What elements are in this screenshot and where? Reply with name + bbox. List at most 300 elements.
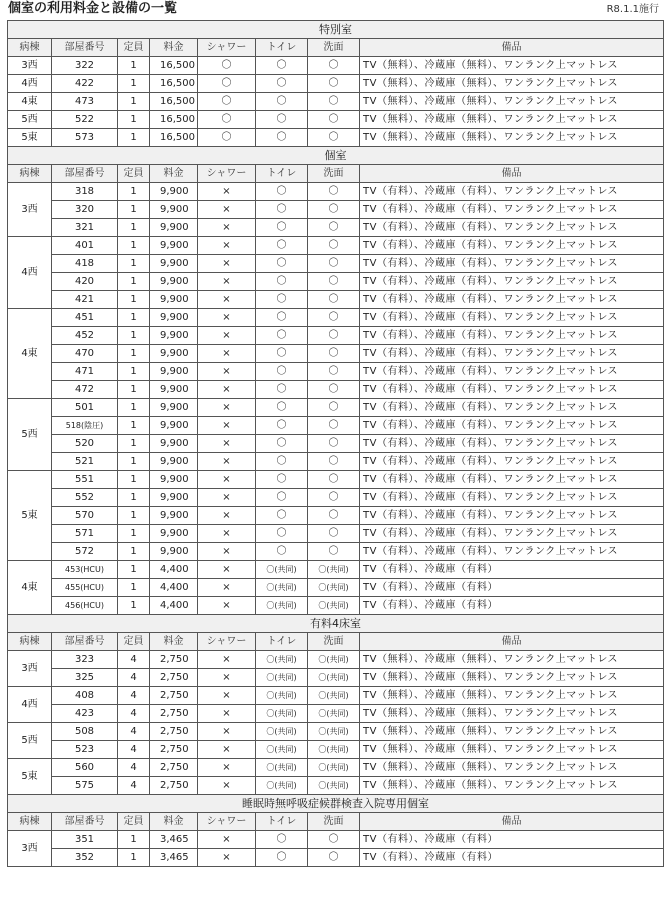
room-cell: 575	[52, 777, 118, 795]
room-cell: 325	[52, 669, 118, 687]
capacity-cell: 1	[118, 381, 150, 399]
shower-cell: ×	[198, 489, 256, 507]
column-header-ward: 病棟	[8, 633, 52, 651]
sink-cell: 〇	[308, 399, 360, 417]
column-header-equipment: 備品	[360, 39, 664, 57]
ward-cell: 5東	[8, 471, 52, 561]
room-cell: 473	[52, 93, 118, 111]
column-header-fee: 料金	[150, 813, 198, 831]
sink-cell: 〇	[308, 345, 360, 363]
sink-cell: 〇	[308, 201, 360, 219]
fee-cell: 2,750	[150, 741, 198, 759]
shower-cell: ×	[198, 777, 256, 795]
ward-cell: 4東	[8, 309, 52, 399]
shower-cell: ×	[198, 345, 256, 363]
table-row	[8, 507, 664, 525]
equipment-cell: TV（有料）、冷蔵庫（有料）、ワンランク上マットレス	[360, 309, 664, 327]
equipment-cell: TV（有料）、冷蔵庫（有料）	[360, 561, 664, 579]
table-row	[8, 111, 664, 129]
fee-cell: 9,900	[150, 327, 198, 345]
fee-cell: 2,750	[150, 651, 198, 669]
equipment-cell: TV（有料）、冷蔵庫（有料）、ワンランク上マットレス	[360, 543, 664, 561]
equipment-cell: TV（無料）、冷蔵庫（無料）、ワンランク上マットレス	[360, 777, 664, 795]
sink-cell: 〇(共同)	[308, 741, 360, 759]
equipment-cell: TV（有料）、冷蔵庫（有料）、ワンランク上マットレス	[360, 219, 664, 237]
shower-cell: ×	[198, 381, 256, 399]
sink-cell: 〇(共同)	[308, 651, 360, 669]
column-header-shower: シャワー	[198, 813, 256, 831]
ward-cell: 5西	[8, 111, 52, 129]
toilet-cell: 〇(共同)	[256, 669, 308, 687]
equipment-cell: TV（有料）、冷蔵庫（有料）、ワンランク上マットレス	[360, 183, 664, 201]
shower-cell: ×	[198, 831, 256, 849]
fee-cell: 2,750	[150, 777, 198, 795]
capacity-cell: 1	[118, 597, 150, 615]
table-row	[8, 579, 664, 597]
table-row	[8, 471, 664, 489]
toilet-cell: 〇(共同)	[256, 741, 308, 759]
sink-cell: 〇(共同)	[308, 705, 360, 723]
room-cell: 573	[52, 129, 118, 147]
capacity-cell: 1	[118, 831, 150, 849]
toilet-cell: 〇(共同)	[256, 561, 308, 579]
room-cell: 472	[52, 381, 118, 399]
capacity-cell: 1	[118, 93, 150, 111]
equipment-cell: TV（有料）、冷蔵庫（有料）、ワンランク上マットレス	[360, 201, 664, 219]
fee-cell: 4,400	[150, 561, 198, 579]
fee-cell: 2,750	[150, 723, 198, 741]
shower-cell: ×	[198, 435, 256, 453]
capacity-cell: 1	[118, 111, 150, 129]
sink-cell: 〇	[308, 525, 360, 543]
shower-cell: ×	[198, 327, 256, 345]
toilet-cell: 〇	[256, 93, 308, 111]
table-row	[8, 669, 664, 687]
column-header-equipment: 備品	[360, 813, 664, 831]
shower-cell: ×	[198, 561, 256, 579]
room-cell: 321	[52, 219, 118, 237]
toilet-cell: 〇	[256, 507, 308, 525]
toilet-cell: 〇	[256, 201, 308, 219]
room-cell: 523	[52, 741, 118, 759]
fee-cell: 9,900	[150, 363, 198, 381]
shower-cell: 〇	[198, 75, 256, 93]
toilet-cell: 〇(共同)	[256, 723, 308, 741]
room-cell: 451	[52, 309, 118, 327]
toilet-cell: 〇	[256, 381, 308, 399]
capacity-cell: 1	[118, 309, 150, 327]
fee-cell: 9,900	[150, 489, 198, 507]
room-cell: 422	[52, 75, 118, 93]
column-header-equipment: 備品	[360, 633, 664, 651]
column-header-row	[8, 165, 664, 183]
section-title: 有料4床室	[8, 615, 664, 633]
toilet-cell: 〇	[256, 75, 308, 93]
section-title-row	[8, 21, 664, 39]
equipment-cell: TV（有料）、冷蔵庫（有料）	[360, 831, 664, 849]
shower-cell: 〇	[198, 57, 256, 75]
capacity-cell: 4	[118, 723, 150, 741]
capacity-cell: 1	[118, 489, 150, 507]
toilet-cell: 〇	[256, 219, 308, 237]
column-header-toilet: トイレ	[256, 39, 308, 57]
equipment-cell: TV（無料）、冷蔵庫（無料）、ワンランク上マットレス	[360, 687, 664, 705]
ward-cell: 4西	[8, 687, 52, 723]
table-row	[8, 291, 664, 309]
shower-cell: ×	[198, 597, 256, 615]
fee-cell: 9,900	[150, 237, 198, 255]
table-row	[8, 309, 664, 327]
fee-cell: 16,500	[150, 129, 198, 147]
capacity-cell: 1	[118, 399, 150, 417]
shower-cell: ×	[198, 525, 256, 543]
room-cell: 471	[52, 363, 118, 381]
equipment-cell: TV（有料）、冷蔵庫（有料）、ワンランク上マットレス	[360, 489, 664, 507]
column-header-capacity: 定員	[118, 813, 150, 831]
capacity-cell: 4	[118, 669, 150, 687]
fee-cell: 9,900	[150, 201, 198, 219]
table-row	[8, 561, 664, 579]
toilet-cell: 〇	[256, 273, 308, 291]
equipment-cell: TV（無料）、冷蔵庫（無料）、ワンランク上マットレス	[360, 651, 664, 669]
column-header-capacity: 定員	[118, 633, 150, 651]
equipment-cell: TV（有料）、冷蔵庫（有料）、ワンランク上マットレス	[360, 453, 664, 471]
shower-cell: ×	[198, 237, 256, 255]
table-row	[8, 219, 664, 237]
room-cell: 452	[52, 327, 118, 345]
shower-cell: ×	[198, 453, 256, 471]
fee-cell: 9,900	[150, 435, 198, 453]
column-header-row	[8, 633, 664, 651]
toilet-cell: 〇	[256, 525, 308, 543]
equipment-cell: TV（有料）、冷蔵庫（有料）、ワンランク上マットレス	[360, 327, 664, 345]
fee-cell: 9,900	[150, 381, 198, 399]
column-header-room: 部屋番号	[52, 813, 118, 831]
sink-cell: 〇	[308, 75, 360, 93]
shower-cell: ×	[198, 309, 256, 327]
sink-cell: 〇	[308, 219, 360, 237]
toilet-cell: 〇(共同)	[256, 705, 308, 723]
shower-cell: ×	[198, 183, 256, 201]
section-title: 特別室	[8, 21, 664, 39]
table-row	[8, 435, 664, 453]
column-header-room: 部屋番号	[52, 633, 118, 651]
column-header-shower: シャワー	[198, 39, 256, 57]
shower-cell: ×	[198, 507, 256, 525]
column-header-sink: 洗面	[308, 39, 360, 57]
capacity-cell: 1	[118, 201, 150, 219]
sink-cell: 〇	[308, 489, 360, 507]
room-cell: 420	[52, 273, 118, 291]
sink-cell: 〇(共同)	[308, 759, 360, 777]
capacity-cell: 1	[118, 219, 150, 237]
equipment-cell: TV（無料）、冷蔵庫（無料）、ワンランク上マットレス	[360, 57, 664, 75]
fee-cell: 9,900	[150, 525, 198, 543]
shower-cell: ×	[198, 687, 256, 705]
sink-cell: 〇	[308, 507, 360, 525]
sink-cell: 〇	[308, 381, 360, 399]
column-header-sink: 洗面	[308, 813, 360, 831]
fee-cell: 4,400	[150, 597, 198, 615]
toilet-cell: 〇	[256, 831, 308, 849]
room-cell: 421	[52, 291, 118, 309]
capacity-cell: 4	[118, 759, 150, 777]
toilet-cell: 〇	[256, 363, 308, 381]
capacity-cell: 1	[118, 849, 150, 867]
sink-cell: 〇	[308, 417, 360, 435]
ward-cell: 5西	[8, 723, 52, 759]
sink-cell: 〇	[308, 543, 360, 561]
equipment-cell: TV（有料）、冷蔵庫（有料）、ワンランク上マットレス	[360, 255, 664, 273]
shower-cell: ×	[198, 723, 256, 741]
toilet-cell: 〇(共同)	[256, 777, 308, 795]
equipment-cell: TV（無料）、冷蔵庫（無料）、ワンランク上マットレス	[360, 705, 664, 723]
capacity-cell: 4	[118, 777, 150, 795]
room-cell: 501	[52, 399, 118, 417]
equipment-cell: TV（有料）、冷蔵庫（有料）、ワンランク上マットレス	[360, 345, 664, 363]
toilet-cell: 〇(共同)	[256, 687, 308, 705]
sink-cell: 〇	[308, 435, 360, 453]
room-cell: 508	[52, 723, 118, 741]
equipment-cell: TV（無料）、冷蔵庫（無料）、ワンランク上マットレス	[360, 93, 664, 111]
room-cell: 571	[52, 525, 118, 543]
ward-cell: 4東	[8, 561, 52, 615]
capacity-cell: 1	[118, 345, 150, 363]
equipment-cell: TV（有料）、冷蔵庫（有料）、ワンランク上マットレス	[360, 237, 664, 255]
ward-cell: 4東	[8, 93, 52, 111]
shower-cell: ×	[198, 417, 256, 435]
fee-cell: 9,900	[150, 345, 198, 363]
shower-cell: ×	[198, 651, 256, 669]
capacity-cell: 4	[118, 687, 150, 705]
equipment-cell: TV（無料）、冷蔵庫（無料）、ワンランク上マットレス	[360, 723, 664, 741]
column-header-fee: 料金	[150, 633, 198, 651]
ward-cell: 4西	[8, 75, 52, 93]
capacity-cell: 1	[118, 363, 150, 381]
column-header-fee: 料金	[150, 39, 198, 57]
room-cell: 320	[52, 201, 118, 219]
toilet-cell: 〇	[256, 849, 308, 867]
fee-cell: 3,465	[150, 849, 198, 867]
table-row	[8, 129, 664, 147]
ward-cell: 3西	[8, 183, 52, 237]
room-cell: 418	[52, 255, 118, 273]
fee-cell: 9,900	[150, 309, 198, 327]
table-row	[8, 255, 664, 273]
fee-cell: 2,750	[150, 705, 198, 723]
column-header-room: 部屋番号	[52, 39, 118, 57]
toilet-cell: 〇	[256, 237, 308, 255]
fee-cell: 9,900	[150, 183, 198, 201]
equipment-cell: TV（有料）、冷蔵庫（有料）、ワンランク上マットレス	[360, 507, 664, 525]
capacity-cell: 4	[118, 741, 150, 759]
table-row	[8, 849, 664, 867]
shower-cell: ×	[198, 201, 256, 219]
table-row	[8, 525, 664, 543]
table-row	[8, 777, 664, 795]
equipment-cell: TV（有料）、冷蔵庫（有料）、ワンランク上マットレス	[360, 381, 664, 399]
sink-cell: 〇	[308, 237, 360, 255]
sink-cell: 〇	[308, 57, 360, 75]
room-cell: 323	[52, 651, 118, 669]
fee-cell: 2,750	[150, 687, 198, 705]
capacity-cell: 1	[118, 561, 150, 579]
section-title-row	[8, 795, 664, 813]
sink-cell: 〇	[308, 831, 360, 849]
column-header-capacity: 定員	[118, 165, 150, 183]
capacity-cell: 1	[118, 435, 150, 453]
equipment-cell: TV（無料）、冷蔵庫（無料）、ワンランク上マットレス	[360, 129, 664, 147]
sink-cell: 〇	[308, 291, 360, 309]
equipment-cell: TV（有料）、冷蔵庫（有料）、ワンランク上マットレス	[360, 291, 664, 309]
toilet-cell: 〇	[256, 291, 308, 309]
table-row	[8, 183, 664, 201]
shower-cell: ×	[198, 579, 256, 597]
room-cell: 518(陰圧)	[52, 417, 118, 435]
equipment-cell: TV（有料）、冷蔵庫（有料）、ワンランク上マットレス	[360, 525, 664, 543]
sink-cell: 〇	[308, 273, 360, 291]
equipment-cell: TV（無料）、冷蔵庫（無料）、ワンランク上マットレス	[360, 759, 664, 777]
toilet-cell: 〇	[256, 453, 308, 471]
room-cell: 318	[52, 183, 118, 201]
capacity-cell: 1	[118, 453, 150, 471]
column-header-room: 部屋番号	[52, 165, 118, 183]
toilet-cell: 〇(共同)	[256, 597, 308, 615]
fee-cell: 9,900	[150, 219, 198, 237]
column-header-shower: シャワー	[198, 633, 256, 651]
table-row	[8, 723, 664, 741]
section-title-row	[8, 615, 664, 633]
sink-cell: 〇	[308, 849, 360, 867]
fee-cell: 9,900	[150, 471, 198, 489]
toilet-cell: 〇(共同)	[256, 759, 308, 777]
capacity-cell: 1	[118, 237, 150, 255]
equipment-cell: TV（無料）、冷蔵庫（無料）、ワンランク上マットレス	[360, 111, 664, 129]
sink-cell: 〇	[308, 309, 360, 327]
room-cell: 453(HCU)	[52, 561, 118, 579]
fee-cell: 9,900	[150, 291, 198, 309]
shower-cell: ×	[198, 669, 256, 687]
shower-cell: ×	[198, 705, 256, 723]
shower-cell: 〇	[198, 129, 256, 147]
toilet-cell: 〇(共同)	[256, 651, 308, 669]
table-row	[8, 75, 664, 93]
table-row	[8, 597, 664, 615]
fee-cell: 16,500	[150, 93, 198, 111]
sink-cell: 〇	[308, 453, 360, 471]
section-title: 睡眠時無呼吸症候群検査入院専用個室	[8, 795, 664, 813]
shower-cell: ×	[198, 543, 256, 561]
sink-cell: 〇	[308, 183, 360, 201]
table-row	[8, 399, 664, 417]
table-row	[8, 489, 664, 507]
table-row	[8, 201, 664, 219]
fee-cell: 9,900	[150, 507, 198, 525]
room-cell: 570	[52, 507, 118, 525]
toilet-cell: 〇	[256, 309, 308, 327]
fee-cell: 16,500	[150, 111, 198, 129]
fee-cell: 9,900	[150, 417, 198, 435]
room-cell: 352	[52, 849, 118, 867]
ward-cell: 5西	[8, 399, 52, 471]
ward-cell: 3西	[8, 831, 52, 867]
fee-cell: 2,750	[150, 759, 198, 777]
table-row	[8, 345, 664, 363]
ward-cell: 5東	[8, 759, 52, 795]
shower-cell: ×	[198, 255, 256, 273]
sink-cell: 〇(共同)	[308, 723, 360, 741]
sink-cell: 〇	[308, 93, 360, 111]
shower-cell: ×	[198, 363, 256, 381]
table-row	[8, 327, 664, 345]
sink-cell: 〇(共同)	[308, 777, 360, 795]
toilet-cell: 〇	[256, 111, 308, 129]
column-header-toilet: トイレ	[256, 633, 308, 651]
toilet-cell: 〇	[256, 417, 308, 435]
capacity-cell: 1	[118, 543, 150, 561]
equipment-cell: TV（有料）、冷蔵庫（有料）、ワンランク上マットレス	[360, 273, 664, 291]
column-header-row	[8, 39, 664, 57]
table-row	[8, 705, 664, 723]
column-header-shower: シャワー	[198, 165, 256, 183]
sink-cell: 〇	[308, 129, 360, 147]
page-title: 個室の利用料金と設備の一覧	[8, 1, 178, 16]
capacity-cell: 1	[118, 75, 150, 93]
room-cell: 552	[52, 489, 118, 507]
capacity-cell: 4	[118, 705, 150, 723]
section-title: 個室	[8, 147, 664, 165]
capacity-cell: 4	[118, 651, 150, 669]
table-row	[8, 453, 664, 471]
room-cell: 456(HCU)	[52, 597, 118, 615]
sink-cell: 〇(共同)	[308, 669, 360, 687]
fee-cell: 16,500	[150, 75, 198, 93]
capacity-cell: 1	[118, 183, 150, 201]
equipment-cell: TV（有料）、冷蔵庫（有料）	[360, 849, 664, 867]
room-cell: 522	[52, 111, 118, 129]
ward-cell: 4西	[8, 237, 52, 309]
column-header-row	[8, 813, 664, 831]
equipment-cell: TV（有料）、冷蔵庫（有料）、ワンランク上マットレス	[360, 471, 664, 489]
fee-cell: 9,900	[150, 255, 198, 273]
room-cell: 560	[52, 759, 118, 777]
table-row	[8, 687, 664, 705]
table-row	[8, 831, 664, 849]
capacity-cell: 1	[118, 507, 150, 525]
table-row	[8, 741, 664, 759]
capacity-cell: 1	[118, 129, 150, 147]
table-row	[8, 363, 664, 381]
fee-cell: 9,900	[150, 543, 198, 561]
capacity-cell: 1	[118, 579, 150, 597]
equipment-cell: TV（有料）、冷蔵庫（有料）	[360, 579, 664, 597]
room-cell: 455(HCU)	[52, 579, 118, 597]
toilet-cell: 〇	[256, 255, 308, 273]
capacity-cell: 1	[118, 525, 150, 543]
room-cell: 401	[52, 237, 118, 255]
ward-cell: 3西	[8, 651, 52, 687]
sink-cell: 〇	[308, 363, 360, 381]
toilet-cell: 〇	[256, 435, 308, 453]
column-header-toilet: トイレ	[256, 165, 308, 183]
sink-cell: 〇	[308, 255, 360, 273]
fee-cell: 9,900	[150, 453, 198, 471]
shower-cell: 〇	[198, 93, 256, 111]
ward-cell: 3西	[8, 57, 52, 75]
equipment-cell: TV（有料）、冷蔵庫（有料）、ワンランク上マットレス	[360, 435, 664, 453]
table-row	[8, 57, 664, 75]
table-row	[8, 381, 664, 399]
